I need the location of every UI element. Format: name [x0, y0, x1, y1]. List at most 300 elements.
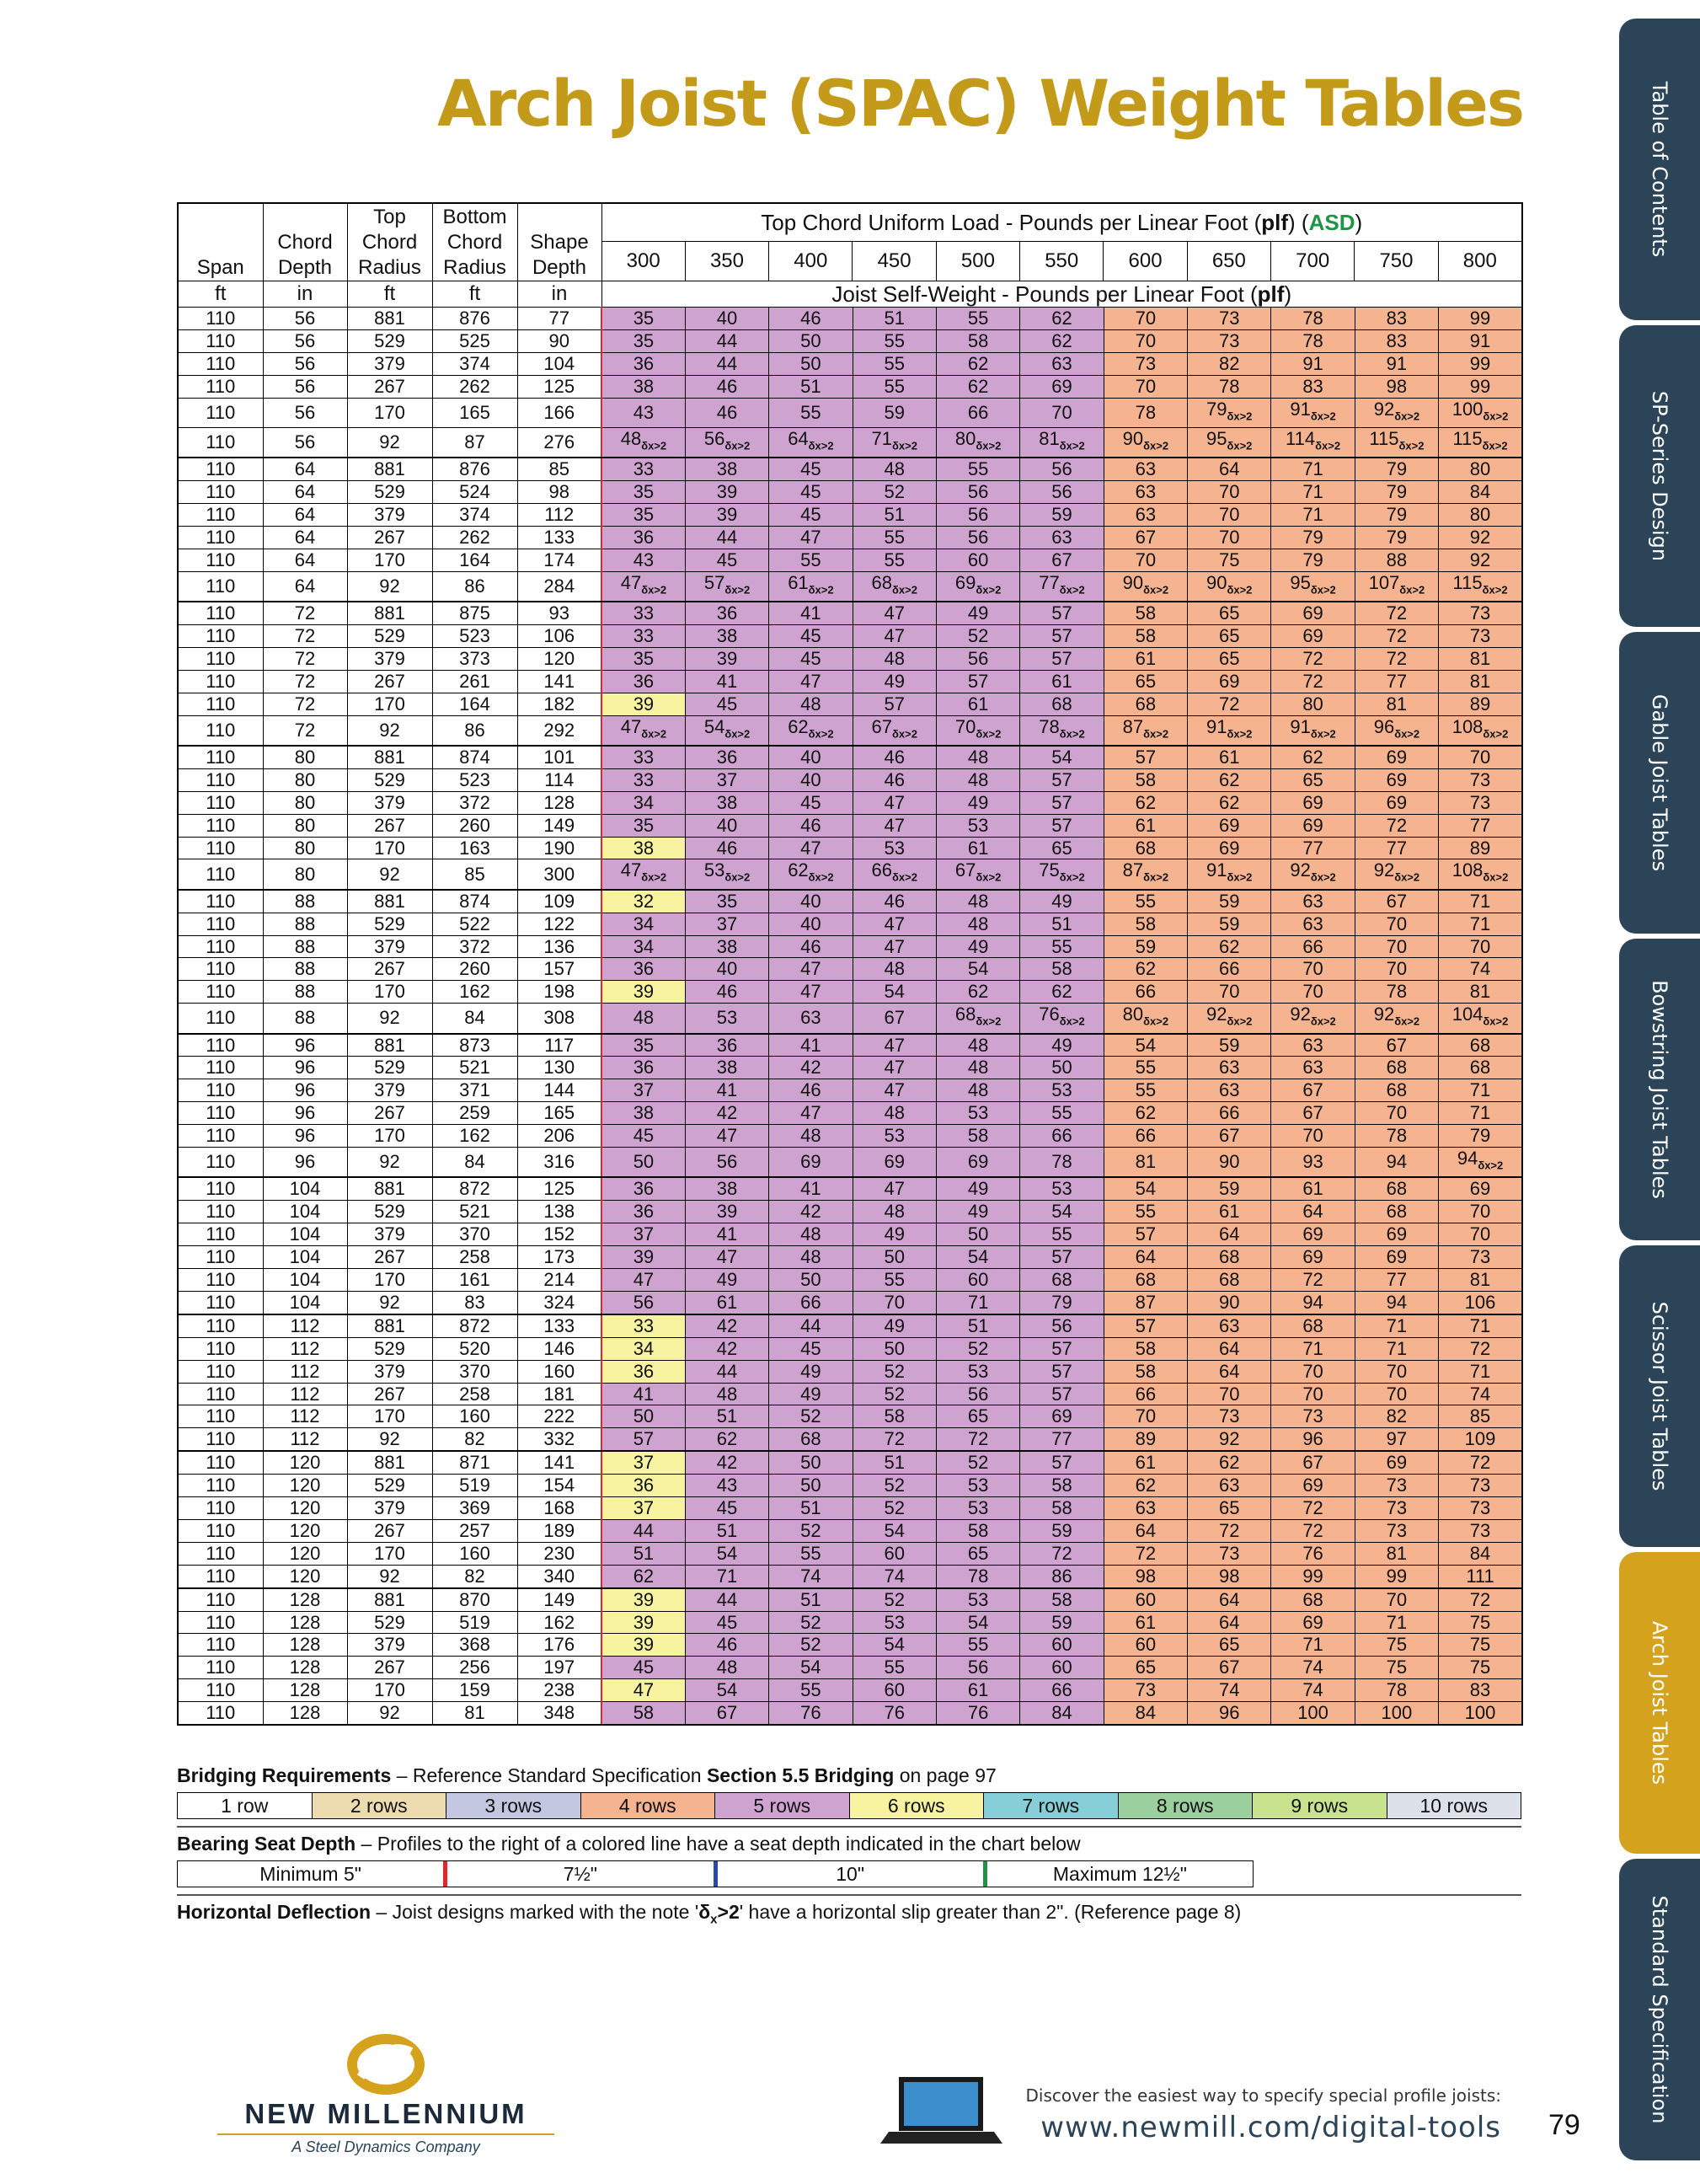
weight-cell: $91_{\delta x>2}$	[1188, 859, 1271, 890]
weight-cell: 81	[1439, 1268, 1522, 1291]
weight-cell: 70	[1188, 1383, 1271, 1405]
row-cell: 80	[263, 768, 347, 791]
weight-cell: 50	[769, 1475, 853, 1497]
row-cell: 110	[178, 1057, 263, 1079]
weight-cell: 53	[936, 814, 1019, 837]
row-cell: 77	[517, 308, 601, 330]
row-cell: 260	[432, 814, 517, 837]
row-cell: 110	[178, 549, 263, 571]
weight-cell: 71	[1271, 1634, 1355, 1657]
table-row	[178, 1057, 1522, 1079]
row-cell: 256	[432, 1657, 517, 1679]
row-cell: 110	[178, 1125, 263, 1148]
weight-cell: 68	[1020, 693, 1104, 715]
row-cell: 110	[178, 647, 263, 670]
weight-cell: 58	[1104, 624, 1187, 647]
weight-cell: 73	[1271, 1405, 1355, 1428]
row-cell: 379	[347, 1223, 432, 1246]
row-cell: 96	[263, 1125, 347, 1148]
weight-cell: $57_{\delta x>2}$	[685, 571, 768, 602]
weight-cell: 42	[685, 1314, 768, 1337]
weight-cell: 67	[1355, 1034, 1438, 1057]
row-cell: 56	[263, 375, 347, 398]
weight-cell: 68	[1104, 1268, 1187, 1291]
weight-cell: 84	[1020, 1702, 1104, 1725]
weight-cell: 69	[1355, 1246, 1438, 1269]
weight-cell: $67_{\delta x>2}$	[936, 859, 1019, 890]
weight-cell: 78	[936, 1565, 1019, 1587]
weight-cell: 52	[853, 1497, 936, 1520]
row-cell: 110	[178, 1383, 263, 1405]
row-cell: 88	[263, 935, 347, 958]
tab-scissor-joist-tables[interactable]: Scissor Joist Tables	[1619, 1245, 1700, 1547]
row-cell: 110	[178, 1246, 263, 1269]
weight-cell: 40	[685, 814, 768, 837]
row-cell: 125	[517, 375, 601, 398]
weight-cell: 64	[1188, 1611, 1271, 1634]
row-cell: 88	[263, 1004, 347, 1034]
row-cell: 267	[347, 958, 432, 981]
weight-cell: 47	[853, 1079, 936, 1102]
weight-cell: 45	[769, 624, 853, 647]
weight-cell: $108_{\delta x>2}$	[1439, 859, 1522, 890]
weight-cell: 73	[1439, 602, 1522, 624]
table-row	[178, 1475, 1522, 1497]
row-cell: 267	[347, 1102, 432, 1125]
row-cell: 128	[263, 1634, 347, 1657]
weight-cell: 58	[1020, 958, 1104, 981]
weight-cell: $115_{\delta x>2}$	[1439, 571, 1522, 602]
row-cell: 80	[263, 791, 347, 814]
weight-cell: 63	[1104, 504, 1187, 527]
row-cell: 110	[178, 837, 263, 859]
row-cell: 84	[432, 1004, 517, 1034]
weight-cell: $53_{\delta x>2}$	[685, 859, 768, 890]
weight-cell: 72	[1355, 647, 1438, 670]
weight-cell: 56	[936, 526, 1019, 549]
weight-cell: $90_{\delta x>2}$	[1188, 571, 1271, 602]
weight-cell: 80	[1439, 458, 1522, 480]
weight-cell: 40	[769, 768, 853, 791]
row-cell: 104	[263, 1223, 347, 1246]
weight-cell: 36	[601, 1177, 685, 1200]
row-cell: 881	[347, 1314, 432, 1337]
weight-cell: 97	[1355, 1428, 1438, 1451]
weight-cell: 89	[1439, 693, 1522, 715]
weight-cell: 65	[936, 1405, 1019, 1428]
row-cell: 230	[517, 1542, 601, 1565]
weight-cell: 49	[853, 670, 936, 693]
row-cell: 160	[432, 1405, 517, 1428]
tab-sp-series-design[interactable]: SP-Series Design	[1619, 325, 1700, 627]
weight-cell: 70	[1104, 1405, 1187, 1428]
weight-cell: 70	[1271, 981, 1355, 1004]
weight-cell: 58	[1104, 602, 1187, 624]
weight-cell: 55	[769, 549, 853, 571]
table-row	[178, 1542, 1522, 1565]
bearing-legend	[177, 1860, 1254, 1887]
table-row	[178, 935, 1522, 958]
weight-cell: 52	[853, 1383, 936, 1405]
weight-cell: $70_{\delta x>2}$	[936, 715, 1019, 746]
weight-cell: 43	[601, 398, 685, 427]
weight-cell: 39	[601, 1246, 685, 1269]
weight-cell: 56	[601, 1291, 685, 1314]
bridging-5-rows: 5 rows	[715, 1793, 850, 1818]
row-cell: 141	[517, 1451, 601, 1474]
weight-cell: $104_{\delta x>2}$	[1439, 1004, 1522, 1034]
weight-cell: 38	[685, 624, 768, 647]
row-cell: 262	[432, 375, 517, 398]
weight-cell: 66	[1020, 1679, 1104, 1702]
row-cell: 92	[347, 427, 432, 458]
unit-chord-depth: in	[263, 281, 347, 308]
row-cell: 373	[432, 647, 517, 670]
weight-cell: 50	[853, 1337, 936, 1360]
row-cell: 260	[432, 958, 517, 981]
row-cell: 316	[517, 1148, 601, 1178]
row-cell: 120	[263, 1565, 347, 1587]
weight-cell: 57	[1020, 647, 1104, 670]
weight-cell: 66	[1104, 981, 1187, 1004]
weight-cell: 50	[601, 1148, 685, 1178]
tab-gable-joist-tables[interactable]: Gable Joist Tables	[1619, 632, 1700, 934]
table-row	[178, 693, 1522, 715]
weight-cell: 69	[1271, 791, 1355, 814]
weight-cell: 49	[685, 1268, 768, 1291]
weight-cell: 54	[853, 1519, 936, 1542]
weight-cell: 59	[1188, 1177, 1271, 1200]
weight-cell: 96	[1188, 1702, 1271, 1725]
table-row	[178, 1079, 1522, 1102]
weight-cell: 72	[1439, 1337, 1522, 1360]
weight-cell: 78	[1020, 1148, 1104, 1178]
weight-cell: 74	[1439, 1383, 1522, 1405]
weight-cell: $95_{\delta x>2}$	[1188, 427, 1271, 458]
weight-cell: 56	[936, 481, 1019, 504]
weight-cell: 67	[1104, 526, 1187, 549]
row-cell: 92	[347, 1565, 432, 1587]
weight-cell: 46	[685, 981, 768, 1004]
weight-cell: 57	[1020, 1383, 1104, 1405]
row-cell: 110	[178, 1634, 263, 1657]
weight-cell: 75	[1439, 1611, 1522, 1634]
header-bottom-radius: Bottom Chord Radius	[432, 203, 517, 281]
weight-cell: $90_{\delta x>2}$	[1104, 571, 1187, 602]
row-cell: 104	[263, 1201, 347, 1223]
weight-cell: $115_{\delta x>2}$	[1355, 427, 1438, 458]
weight-cell: 74	[769, 1565, 853, 1587]
row-cell: 149	[517, 1588, 601, 1611]
weight-cell: 67	[1020, 549, 1104, 571]
table-row	[178, 837, 1522, 859]
weight-cell: 69	[1439, 1177, 1522, 1200]
row-cell: 110	[178, 481, 263, 504]
row-cell: 110	[178, 1702, 263, 1725]
weight-table-body	[178, 308, 1522, 1726]
weight-cell: 48	[853, 647, 936, 670]
weight-cell: 48	[769, 693, 853, 715]
table-row	[178, 1657, 1522, 1679]
weight-cell: 54	[936, 958, 1019, 981]
weight-cell: $100_{\delta x>2}$	[1439, 398, 1522, 427]
row-cell: 86	[432, 715, 517, 746]
weight-cell: 99	[1439, 375, 1522, 398]
row-cell: 110	[178, 859, 263, 890]
row-cell: 96	[263, 1034, 347, 1057]
tab-table-of-contents[interactable]: Table of Contents	[1619, 19, 1700, 320]
table-row	[178, 1497, 1522, 1520]
row-cell: 80	[263, 814, 347, 837]
weight-cell: $78_{\delta x>2}$	[1020, 715, 1104, 746]
weight-cell: 68	[1355, 1177, 1438, 1200]
row-cell: 529	[347, 329, 432, 352]
row-cell: 214	[517, 1268, 601, 1291]
weight-cell: $92_{\delta x>2}$	[1271, 859, 1355, 890]
weight-cell: 58	[1104, 913, 1187, 935]
weight-cell: 45	[769, 647, 853, 670]
header-top-radius: Top Chord Radius	[347, 203, 432, 281]
row-cell: 170	[347, 1405, 432, 1428]
row-cell: 110	[178, 1268, 263, 1291]
weight-cell: 45	[685, 1497, 768, 1520]
weight-cell: 62	[1020, 308, 1104, 330]
weight-cell: 60	[853, 1679, 936, 1702]
weight-cell: 56	[1020, 1314, 1104, 1337]
tab-standard-specification[interactable]: Standard Specification	[1619, 1859, 1700, 2160]
weight-cell: 71	[1439, 1102, 1522, 1125]
weight-cell: 47	[685, 1125, 768, 1148]
weight-cell: 48	[685, 1383, 768, 1405]
weight-cell: 49	[936, 602, 1019, 624]
weight-cell: 66	[1020, 1125, 1104, 1148]
weight-cell: 55	[936, 308, 1019, 330]
unit-top-radius: ft	[347, 281, 432, 308]
footer-text	[1025, 2085, 1501, 2144]
weight-cell: 70	[1104, 308, 1187, 330]
weight-cell: 45	[685, 693, 768, 715]
weight-cell: $94_{\delta x>2}$	[1439, 1148, 1522, 1178]
weight-cell: 81	[1104, 1148, 1187, 1178]
weight-cell: 36	[601, 1201, 685, 1223]
weight-cell: 51	[685, 1405, 768, 1428]
weight-cell: 58	[853, 1405, 936, 1428]
weight-cell: 65	[1104, 670, 1187, 693]
row-cell: 168	[517, 1497, 601, 1520]
weight-cell: 37	[601, 1497, 685, 1520]
row-cell: 114	[517, 768, 601, 791]
tab-bowstring-joist-tables[interactable]: Bowstring Joist Tables	[1619, 939, 1700, 1240]
weight-cell: 72	[1188, 1519, 1271, 1542]
row-cell: 881	[347, 602, 432, 624]
row-cell: 106	[517, 624, 601, 647]
row-cell: 72	[263, 647, 347, 670]
table-row	[178, 352, 1522, 375]
weight-cell: $95_{\delta x>2}$	[1271, 571, 1355, 602]
weight-cell: 73	[1439, 1475, 1522, 1497]
weight-cell: 70	[1188, 481, 1271, 504]
weight-cell: 84	[1439, 481, 1522, 504]
weight-cell: 54	[853, 1634, 936, 1657]
weight-cell: 56	[936, 647, 1019, 670]
weight-cell: 46	[853, 890, 936, 913]
row-cell: 144	[517, 1079, 601, 1102]
weight-cell: 69	[1188, 837, 1271, 859]
weight-cell: 47	[685, 1246, 768, 1269]
weight-cell: 100	[1439, 1702, 1522, 1725]
weight-cell: 55	[1104, 890, 1187, 913]
digital-tools-link[interactable]: www.newmill.com/digital-tools	[1040, 2111, 1501, 2144]
weight-cell: 68	[1355, 1079, 1438, 1102]
weight-cell: 73	[1439, 768, 1522, 791]
weight-cell: 100	[1355, 1702, 1438, 1725]
weight-cell: 53	[853, 1611, 936, 1634]
weight-cell: 39	[601, 693, 685, 715]
weight-cell: 45	[601, 1657, 685, 1679]
weight-cell: $91_{\delta x>2}$	[1188, 715, 1271, 746]
weight-cell: 77	[1020, 1428, 1104, 1451]
table-row	[178, 1314, 1522, 1337]
weight-cell: 73	[1439, 1497, 1522, 1520]
weight-cell: 35	[601, 481, 685, 504]
weight-cell: $79_{\delta x>2}$	[1188, 398, 1271, 427]
weight-cell: 53	[936, 1588, 1019, 1611]
row-cell: 110	[178, 1451, 263, 1474]
weight-cell: 69	[1188, 814, 1271, 837]
weight-cell: 45	[769, 458, 853, 480]
weight-cell: 46	[685, 398, 768, 427]
row-cell: 128	[263, 1588, 347, 1611]
weight-cell: 35	[601, 814, 685, 837]
weight-cell: 68	[1439, 1034, 1522, 1057]
weight-cell: 38	[601, 1102, 685, 1125]
weight-cell: 41	[685, 1223, 768, 1246]
weight-cell: 79	[1355, 526, 1438, 549]
row-cell: 110	[178, 526, 263, 549]
weight-cell: 64	[1188, 458, 1271, 480]
weight-cell: 69	[1355, 1451, 1438, 1474]
bridging-2-rows: 2 rows	[313, 1793, 447, 1818]
weight-cell: 75	[1355, 1657, 1438, 1679]
weight-cell: 73	[1188, 1405, 1271, 1428]
weight-cell: 57	[1104, 746, 1187, 768]
weight-cell: 69	[1355, 1223, 1438, 1246]
row-cell: 146	[517, 1337, 601, 1360]
row-cell: 170	[347, 837, 432, 859]
weight-cell: 54	[853, 981, 936, 1004]
row-cell: 109	[517, 890, 601, 913]
table-row	[178, 1519, 1522, 1542]
row-cell: 170	[347, 1268, 432, 1291]
bearing-7-5: 7½"	[443, 1861, 713, 1887]
weight-cell: $108_{\delta x>2}$	[1439, 715, 1522, 746]
weight-cell: 68	[1271, 1588, 1355, 1611]
weight-cell: 57	[853, 693, 936, 715]
weight-cell: 51	[769, 1588, 853, 1611]
weight-cell: 68	[1355, 1201, 1438, 1223]
row-cell: 104	[263, 1268, 347, 1291]
weight-cell: 62	[1104, 1475, 1187, 1497]
row-cell: 85	[432, 859, 517, 890]
row-cell: 529	[347, 1201, 432, 1223]
weight-cell: 47	[769, 526, 853, 549]
row-cell: 56	[263, 329, 347, 352]
row-cell: 84	[432, 1148, 517, 1178]
weight-cell: 79	[1355, 504, 1438, 527]
weight-cell: 79	[1355, 481, 1438, 504]
row-cell: 56	[263, 308, 347, 330]
tab-arch-joist-tables[interactable]: Arch Joist Tables	[1619, 1552, 1700, 1854]
row-cell: 110	[178, 1519, 263, 1542]
row-cell: 157	[517, 958, 601, 981]
weight-cell: 38	[601, 837, 685, 859]
weight-cell: 69	[1020, 1405, 1104, 1428]
weight-cell: 41	[685, 1079, 768, 1102]
weight-cell: 72	[1271, 1519, 1355, 1542]
row-cell: 379	[347, 504, 432, 527]
row-cell: 529	[347, 1611, 432, 1634]
weight-cell: $71_{\delta x>2}$	[853, 427, 936, 458]
weight-cell: 49	[1020, 1034, 1104, 1057]
weight-cell: 58	[1020, 1588, 1104, 1611]
row-cell: 876	[432, 308, 517, 330]
row-cell: 379	[347, 935, 432, 958]
row-cell: 873	[432, 1034, 517, 1057]
table-row	[178, 1268, 1522, 1291]
weight-cell: 69	[1355, 746, 1438, 768]
weight-cell: 69	[1355, 791, 1438, 814]
row-cell: 881	[347, 308, 432, 330]
weight-cell: 81	[1439, 981, 1522, 1004]
weight-cell: 73	[1188, 329, 1271, 352]
weight-cell: $75_{\delta x>2}$	[1020, 859, 1104, 890]
table-row	[178, 329, 1522, 352]
header-shape-depth: Shape Depth	[517, 203, 601, 281]
table-row	[178, 458, 1522, 480]
weight-cell: 55	[853, 526, 936, 549]
row-cell: 110	[178, 768, 263, 791]
weight-cell: 70	[1355, 958, 1438, 981]
unit-shape-depth: in	[517, 281, 601, 308]
row-cell: 162	[517, 1611, 601, 1634]
table-row	[178, 1177, 1522, 1200]
weight-cell: 96	[1271, 1428, 1355, 1451]
row-cell: 371	[432, 1079, 517, 1102]
weight-cell: 63	[1020, 526, 1104, 549]
table-row	[178, 715, 1522, 746]
weight-cell: 69	[1188, 670, 1271, 693]
weight-cell: 68	[1188, 1246, 1271, 1269]
row-cell: 522	[432, 913, 517, 935]
row-cell: 64	[263, 571, 347, 602]
weight-cell: 70	[853, 1291, 936, 1314]
weight-cell: 64	[1188, 1223, 1271, 1246]
row-cell: 182	[517, 693, 601, 715]
weight-cell: 80	[1439, 504, 1522, 527]
weight-cell: 67	[1188, 1657, 1271, 1679]
row-cell: 238	[517, 1679, 601, 1702]
weight-cell: 45	[685, 549, 768, 571]
row-cell: 110	[178, 1177, 263, 1200]
row-cell: 72	[263, 670, 347, 693]
row-cell: 90	[517, 329, 601, 352]
table-row	[178, 670, 1522, 693]
row-cell: 110	[178, 1679, 263, 1702]
weight-cell: $62_{\delta x>2}$	[769, 859, 853, 890]
row-cell: 190	[517, 837, 601, 859]
weight-cell: $107_{\delta x>2}$	[1355, 571, 1438, 602]
weight-cell: 48	[936, 768, 1019, 791]
